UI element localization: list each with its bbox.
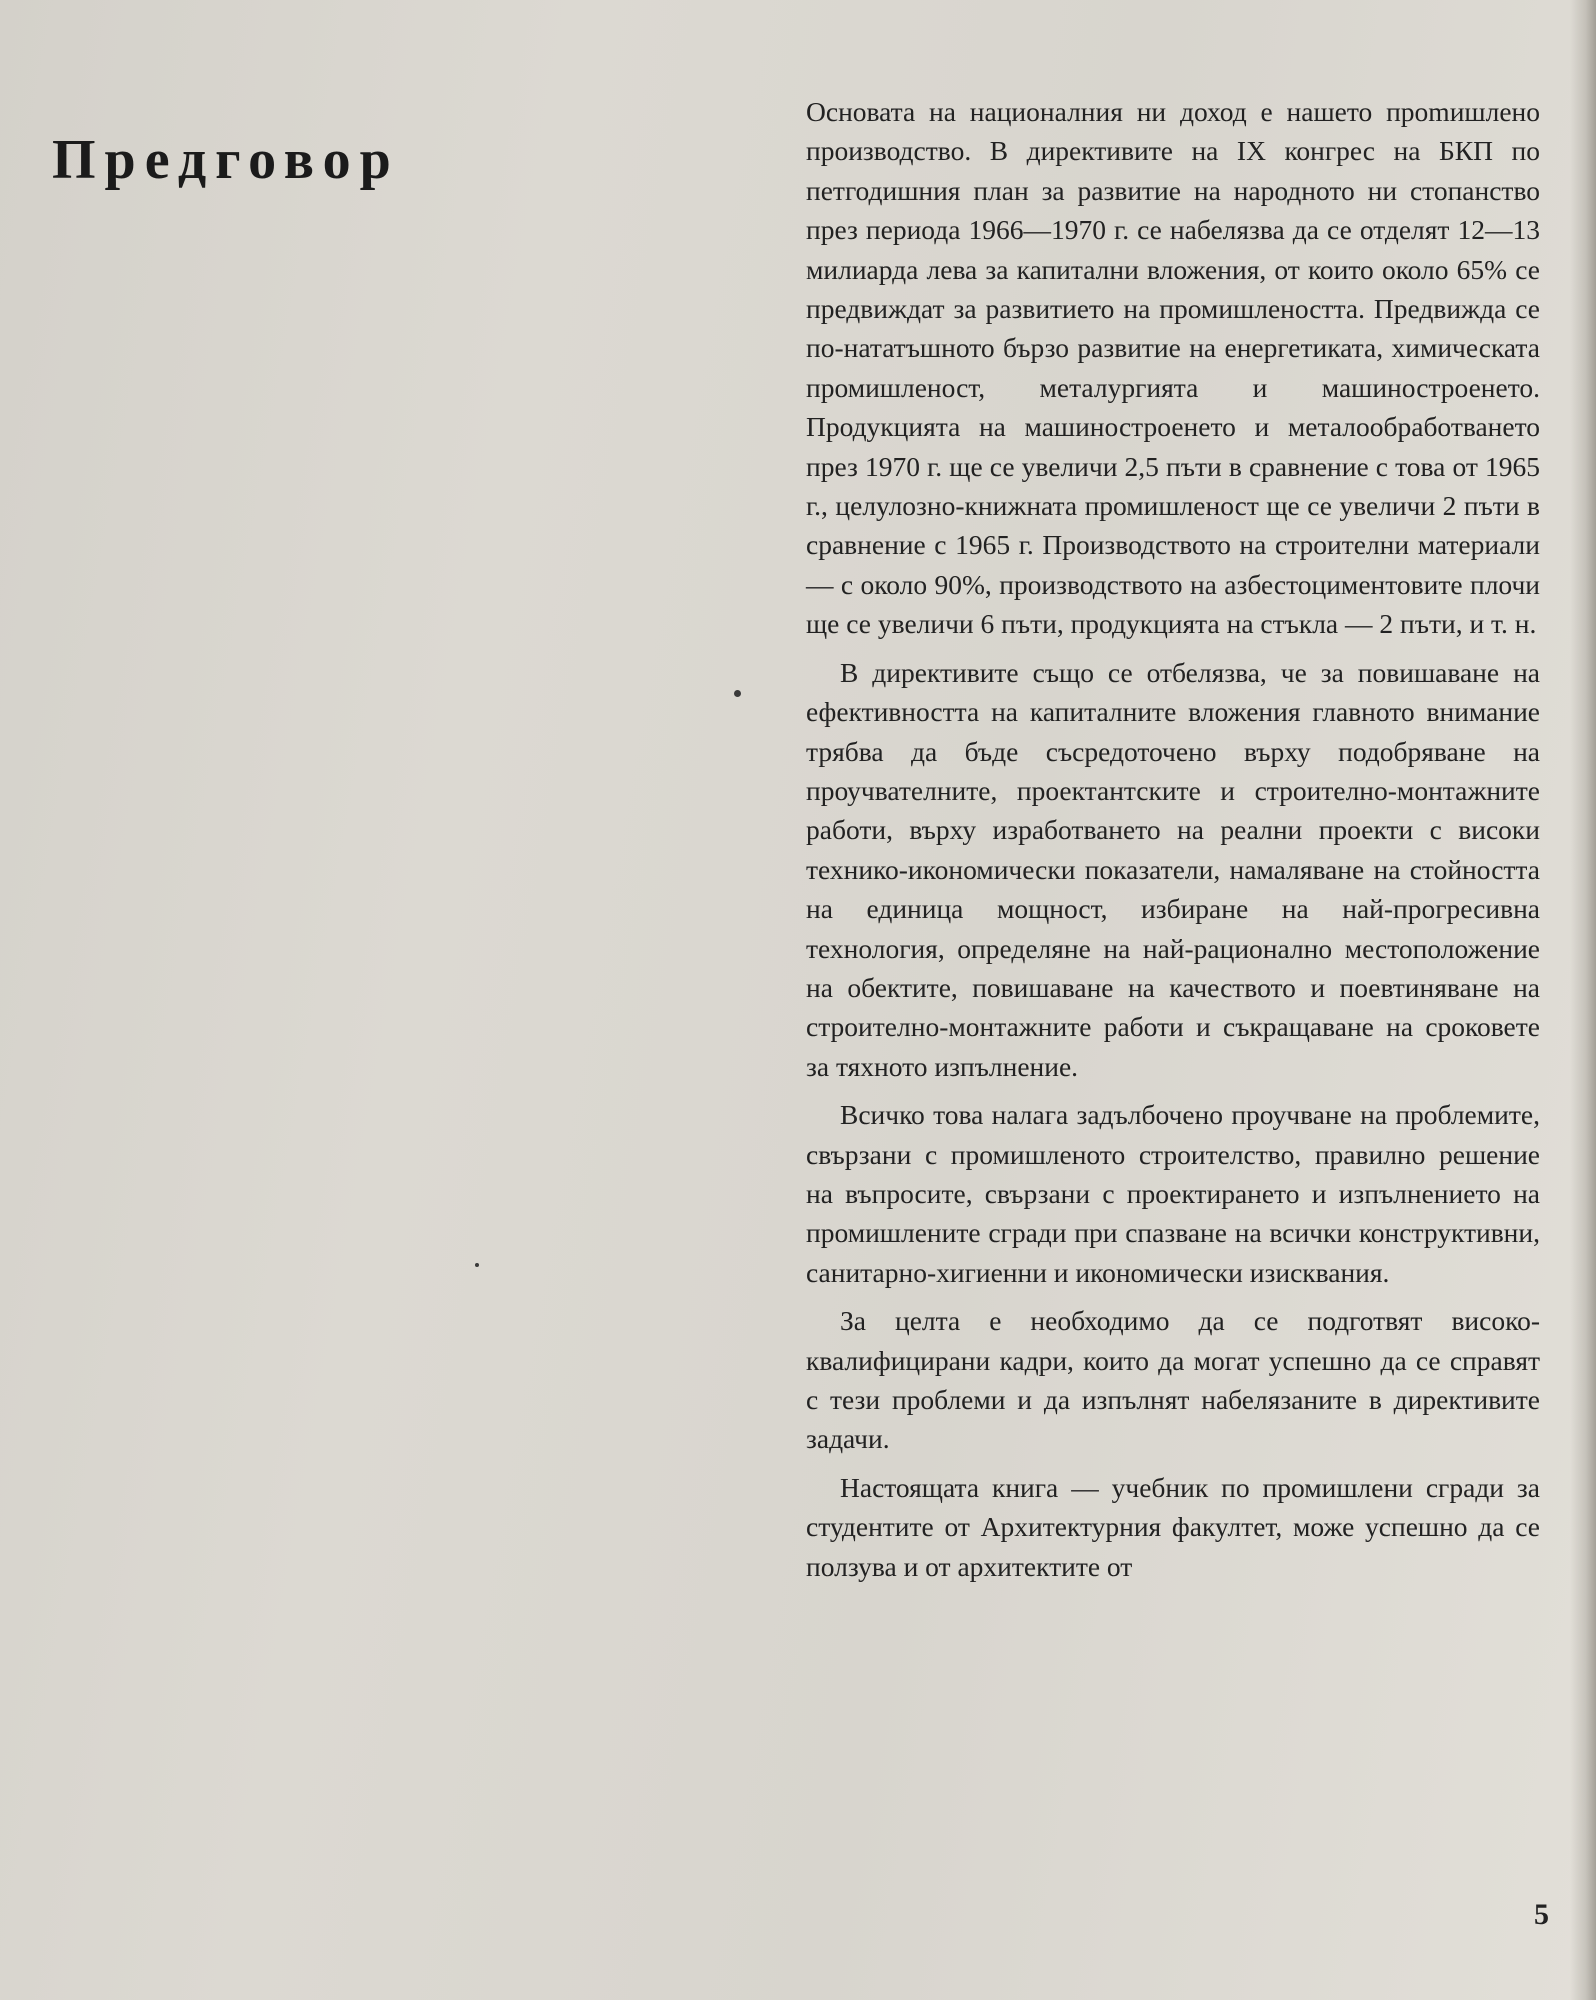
paper-speck [475, 1263, 479, 1267]
paragraph-5: Настоящата книга — учебник по промишлени сгради за студентите от Архитектурния факултет, може успешно да се ползува и от архитектите от [806, 1471, 1540, 1582]
paragraph-4: За целта е необходимо да се подготвят висококвалифицирани кадри, които да могат успешно да се справят с тези проблеми и да изпълнят набелязаните в директивите задачи. [806, 1305, 1540, 1455]
paper-speck [734, 690, 741, 697]
paragraph-1: Основата на националния ни доход е нашето проmишлено производство. В директивите на IX конгрес на БКП по петгодишния план за развитие на народното ни стопанство през периода 1966—1970 г. се набелязва да се отделят 12—13 милиарда лева за капитални вложения, от които около 65% се предвиждат за развитието на промишлеността. Предвижда се по-нататъшното бързо развитие на енергетиката, химическата промишленост, металургията и машиностроенето. Продукцията на машиностроенето и металообработването през 1970 г. ще се увеличи 2,5 пъти в сравнение с това от 1965 г., целулозно-книжната промишленост ще се увеличи 2 пъти в сравнение с 1965 г. Производството на строителни материали — с около 90%, производството на азбестоциментовите плочи ще се увеличи 6 пъти, продукцията на стъкла — 2 пъти, и т. н. [806, 96, 1540, 640]
page-number: 5 [1534, 1898, 1549, 1931]
paragraph-3: Всичко това налага задълбочено проучване на проблемите, свързани с промишленото строителство, правилно решение на въпросите, свързани с проектирането и изпълнението на промишлените сгради при спазване на всички конструктивни, санитарно-хигиенни и икономически изисквания. [806, 1099, 1540, 1288]
paragraph-2: В директивите също се отбелязва, че за повишаване на ефективността на капиталните вложения главното внимание трябва да бъде съсредоточено върху подобряване на проучвателните, проектантските и строително-монтажните работи, върху изработването на реални проекти с високи технико-икономически показатели, намаляване на стойността на единица мощност, избиране на най-прогресивна технология, определяне на най-рационално местоположение на обектите, повишаване на качеството и поевтиняване на строително-монтажните работи и съкращаване на сроковете за тяхното изпълнение. [806, 656, 1540, 1082]
page-edge-shadow [1570, 0, 1596, 2000]
page-title: Предговор [52, 129, 400, 191]
body-text-column [806, 92, 1540, 1595]
